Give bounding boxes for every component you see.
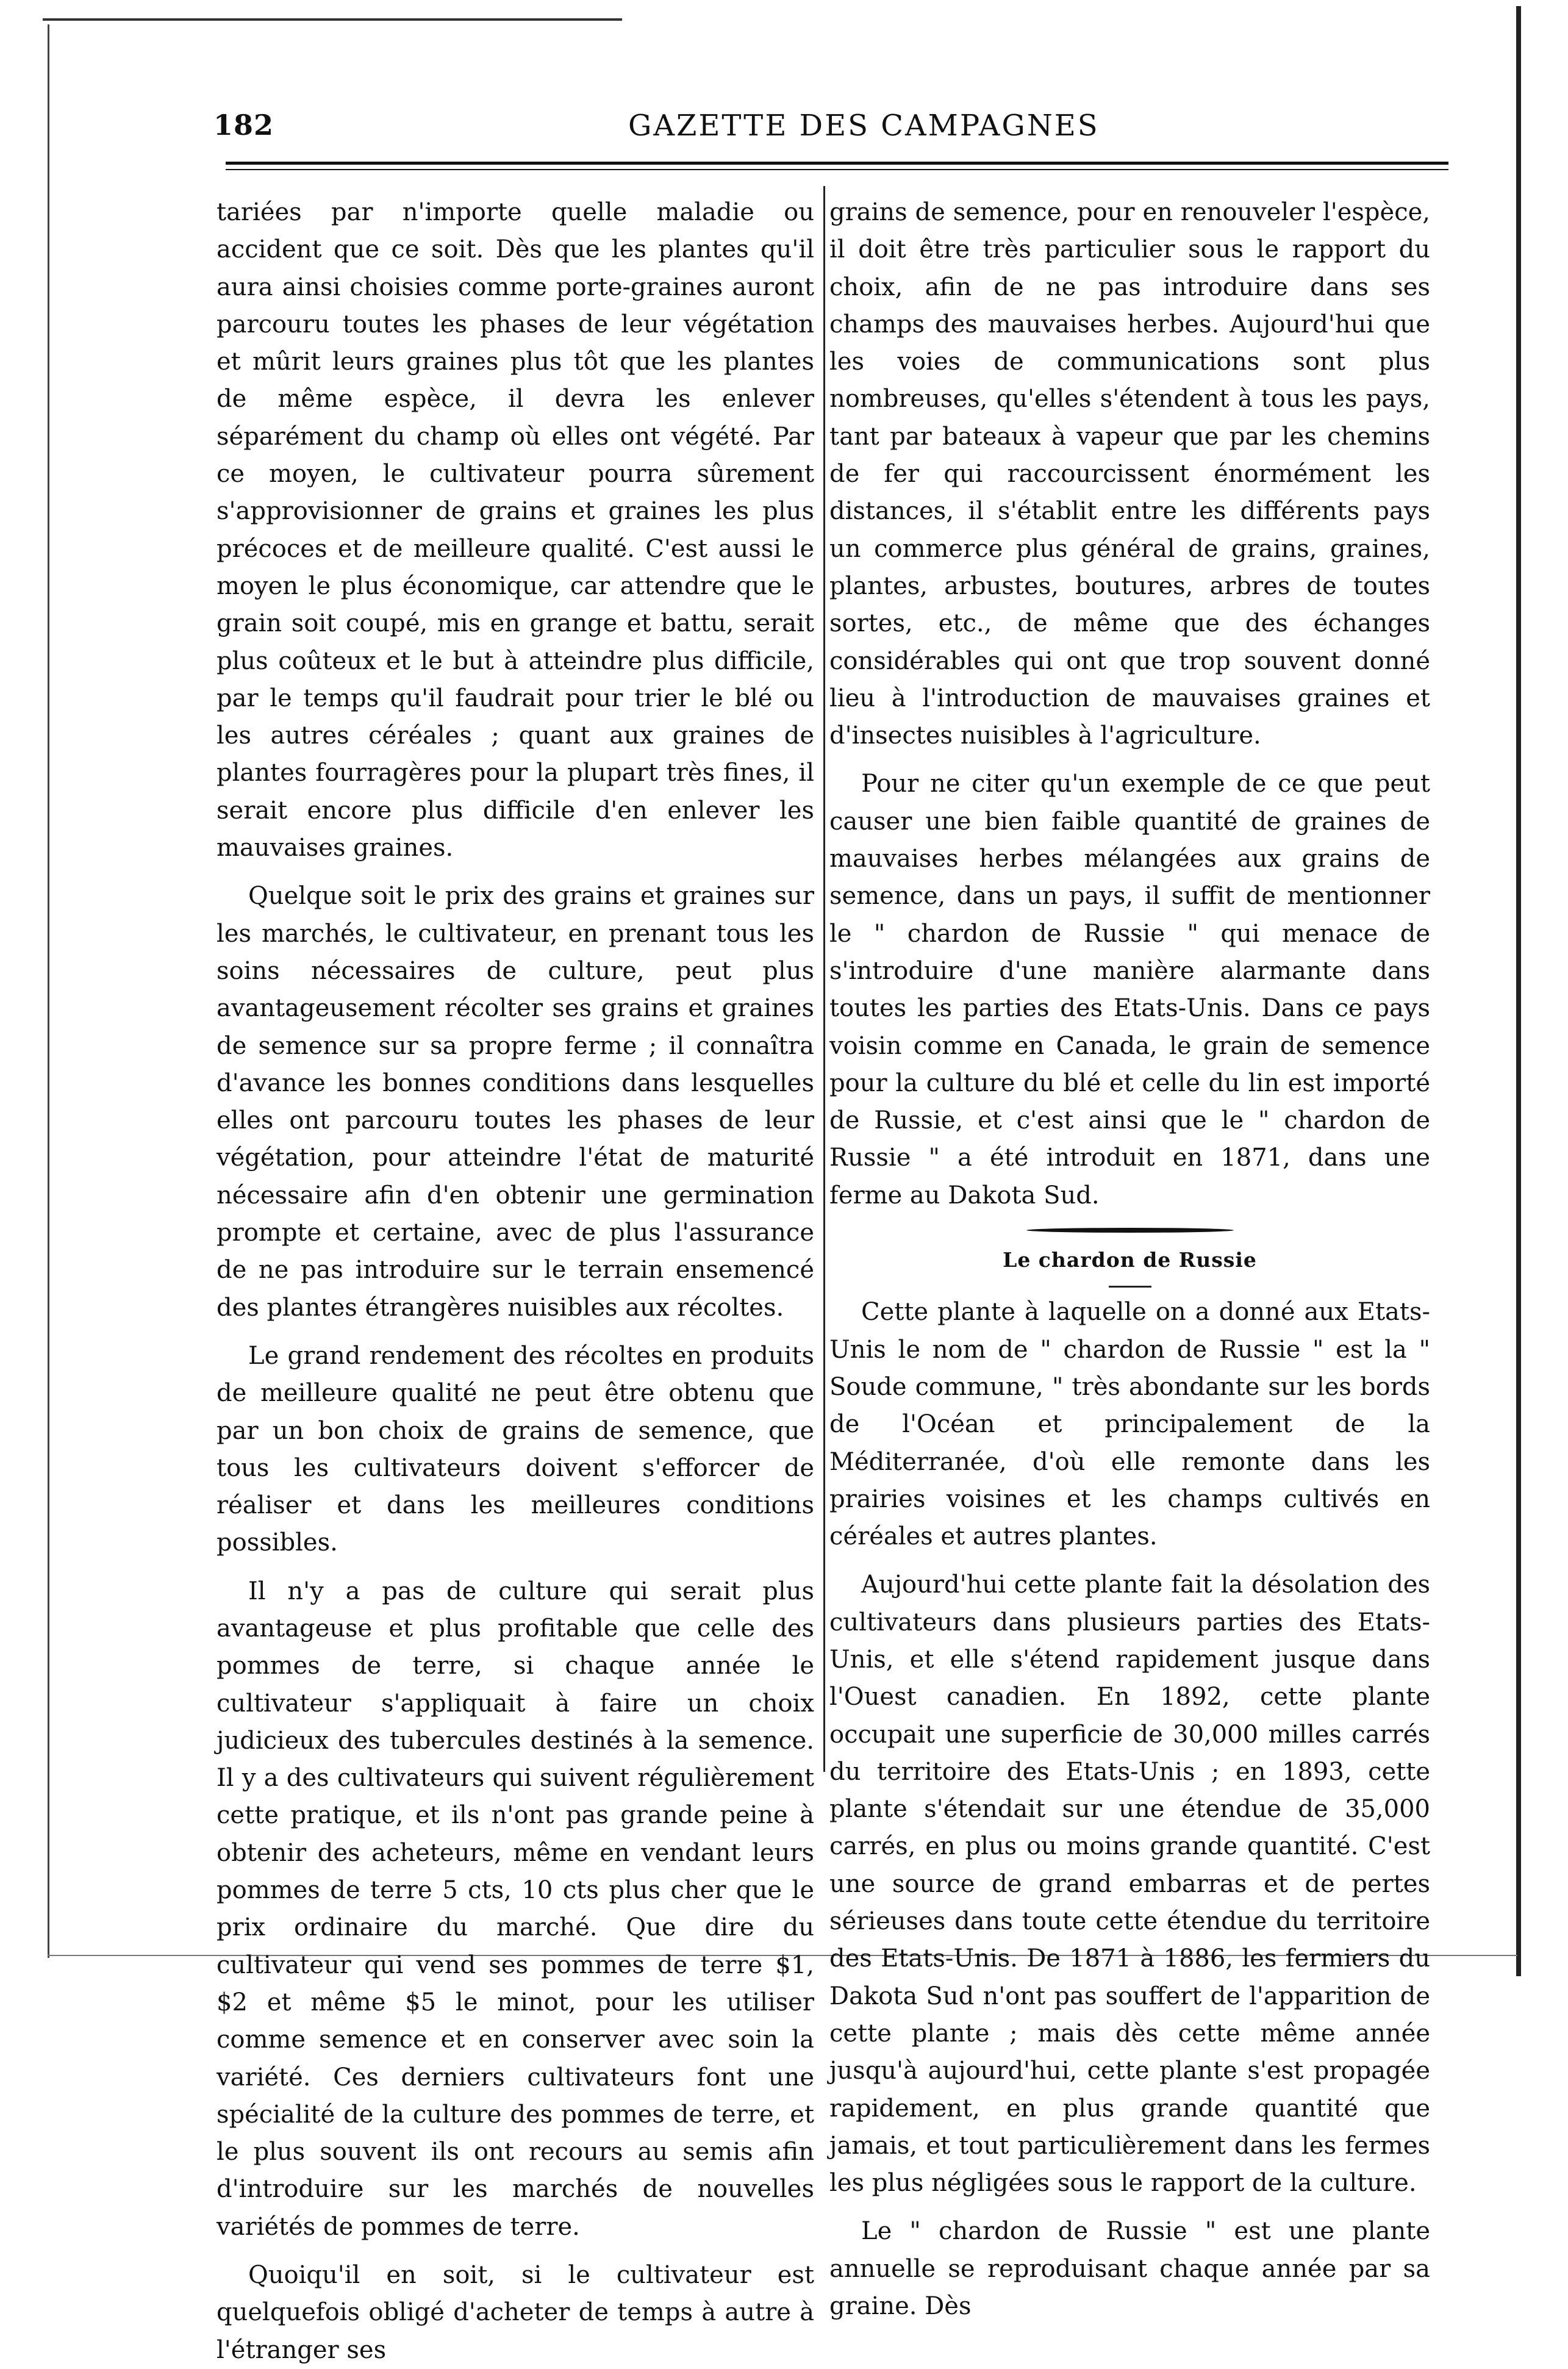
header-rule-thin bbox=[226, 169, 1448, 170]
paragraph: grains de semence, pour en renouveler l'espèce, il doit être très particulier sous le rapport du choix, afin de ne pas introduire dans ses champs des mauvaises herbes. Aujourd'hui que les voies de communications sont plus nombreuses, qu'elles s'étendent à tous les pays, tant par bateaux à vapeur que par les chemins de fer qui raccourcissent énormément les distances, il s'établit entre les différents pays un commerce plus général de grains, graines, plantes, arbustes, boutures, arbres de toutes sortes, etc., de même que des échanges considérables qui ont que trop souvent donné lieu à l'introduction de mauvaises graines et d'insectes nuisibles à l'agriculture. bbox=[829, 198, 1430, 750]
paragraph: Il n'y a pas de culture qui serait plus avantageuse et plus profitable que celle des pommes de terre, si chaque année le cultivateur s'appliquait à faire un choix judicieux des tubercules destinés à la semence. Il y a des cultivateurs qui suivent régulièrement cette pratique, et ils n'ont pas grande peine à obtenir des acheteurs, même en vendant leurs pommes de terre 5 cts, 10 cts plus cher que le prix ordinaire du marché. Que dire du cultivateur qui vend ses pommes de terre $1, $2 et même $5 le minot, pour les utiliser comme semence et en conserver avec soin la variété. Ces derniers cultivateurs font une spécialité de la culture des pommes de terre, et le plus souvent ils ont recours au semis afin d'introduire sur les marchés de nouvelles variétés de pommes de terre. bbox=[217, 1577, 814, 2241]
right-column bbox=[829, 194, 1430, 2325]
scan-edge-top bbox=[43, 18, 622, 21]
paragraph: Quoiqu'il en soit, si le cultivateur est quelquefois obligé d'acheter de temps à autre à l'étranger ses bbox=[217, 2261, 814, 2364]
paragraph: Pour ne citer qu'un exemple de ce que peut causer une bien faible quantité de graines de mauvaises herbes mélangées aux grains de semence, dans un pays, il suffit de mentionner le " chardon de Russie " qui menace de s'introduire d'une manière alarmante dans toutes les parties des Etats-Unis. Dans ce pays voisin comme en Canada, le grain de semence pour la culture du blé et celle du lin est importé de Russie, et c'est ainsi que le " chardon de Russie " a été introduit en 1871, dans une ferme au Dakota Sud. bbox=[829, 770, 1430, 1210]
paragraph: tariées par n'importe quelle maladie ou accident que ce soit. Dès que les plantes qu'il aura ainsi choisies comme porte-graines auront parcouru toutes les phases de leur végétation et mûrit leurs graines plus tôt que les plantes de même espèce, il devra les enlever séparément du champ où elles ont végété. Par ce moyen, le cultivateur pourra sûrement s'approvisionner de grains et graines les plus précoces et de meilleure qualité. C'est aussi le moyen le plus économique, car attendre que le grain soit coupé, mis en grange et battu, serait plus coûteux et le but à atteindre plus difficile, par le temps qu'il faudrait pour trier le blé ou les autres céréales ; quant aux graines de plantes fourragères pour la plupart très fines, il serait encore plus difficile d'en enlever les mauvaises graines. bbox=[217, 198, 814, 862]
paragraph: Le grand rendement des récoltes en produits de meilleure qualité ne peut être obtenu que par un bon choix de grains de semence, que tous les cultivateurs doivent s'efforcer de réaliser et dans les meilleures conditions possibles. bbox=[217, 1341, 814, 1557]
paragraph: Cette plante à laquelle on a donné aux Etats-Unis le nom de " chardon de Russie " est la " Soude commune, " très abondante sur les bords de l'Océan et principalement de la Méditerranée, d'où elle remonte dans les prairies voisines et les champs cultivés en céréales et autres plantes. bbox=[829, 1298, 1430, 1551]
section-underline bbox=[1109, 1286, 1151, 1288]
section-separator bbox=[1026, 1228, 1234, 1233]
section-heading: Le chardon de Russie bbox=[1003, 1248, 1257, 1272]
page-number: 182 bbox=[213, 109, 274, 142]
paragraph: Quelque soit le prix des grains et graines sur les marchés, le cultivateur, en prenant tous les soins nécessaires de culture, peut plus avantageusement récolter ses grains et graines de semence sur sa propre ferme ; il connaîtra d'avance les bonnes conditions dans lesquelles elles ont parcouru toutes les phases de leur végétation, pour atteindre l'état de maturité nécessaire afin d'en obtenir une germination prompte et certaine, avec de plus l'assurance de ne pas introduire sur le terrain ensemencé des plantes étrangères nuisibles aux récoltes. bbox=[217, 882, 814, 1322]
paragraph: Le " chardon de Russie " est une plante annuelle se reproduisant chaque année par sa graine. Dès bbox=[829, 2217, 1430, 2321]
running-title: GAZETTE DES CAMPAGNES bbox=[628, 109, 1100, 143]
paragraph: Aujourd'hui cette plante fait la désolation des cultivateurs dans plusieurs parties des Etats-Unis, et elle s'étend rapidement jusque dans l'Ouest canadien. En 1892, cette plante occupait une superficie de 30,000 milles carrés du territoire des Etats-Unis ; en 1893, cette plante s'étendait sur une étendue de 35,000 carrés, en plus ou moins grande quantité. C'est une source de grand embarras et de pertes sérieuses dans toute cette étendue du territoire des Etats-Unis. De 1871 à 1886, les fermiers du Dakota Sud n'ont pas souffert de l'apparition de cette plante ; mais dès cette même année jusqu'à aujourd'hui, cette plante s'est propagée rapidement, en plus grande quantité que jamais, et tout particulièrement dans les fermes les plus négligées sous le rapport de la culture. bbox=[829, 1571, 1430, 2198]
header-rule bbox=[226, 162, 1448, 165]
left-column bbox=[217, 194, 814, 2369]
column-divider bbox=[823, 186, 825, 1772]
scan-edge-right bbox=[1516, 6, 1521, 1976]
scan-edge-left bbox=[48, 24, 49, 1958]
